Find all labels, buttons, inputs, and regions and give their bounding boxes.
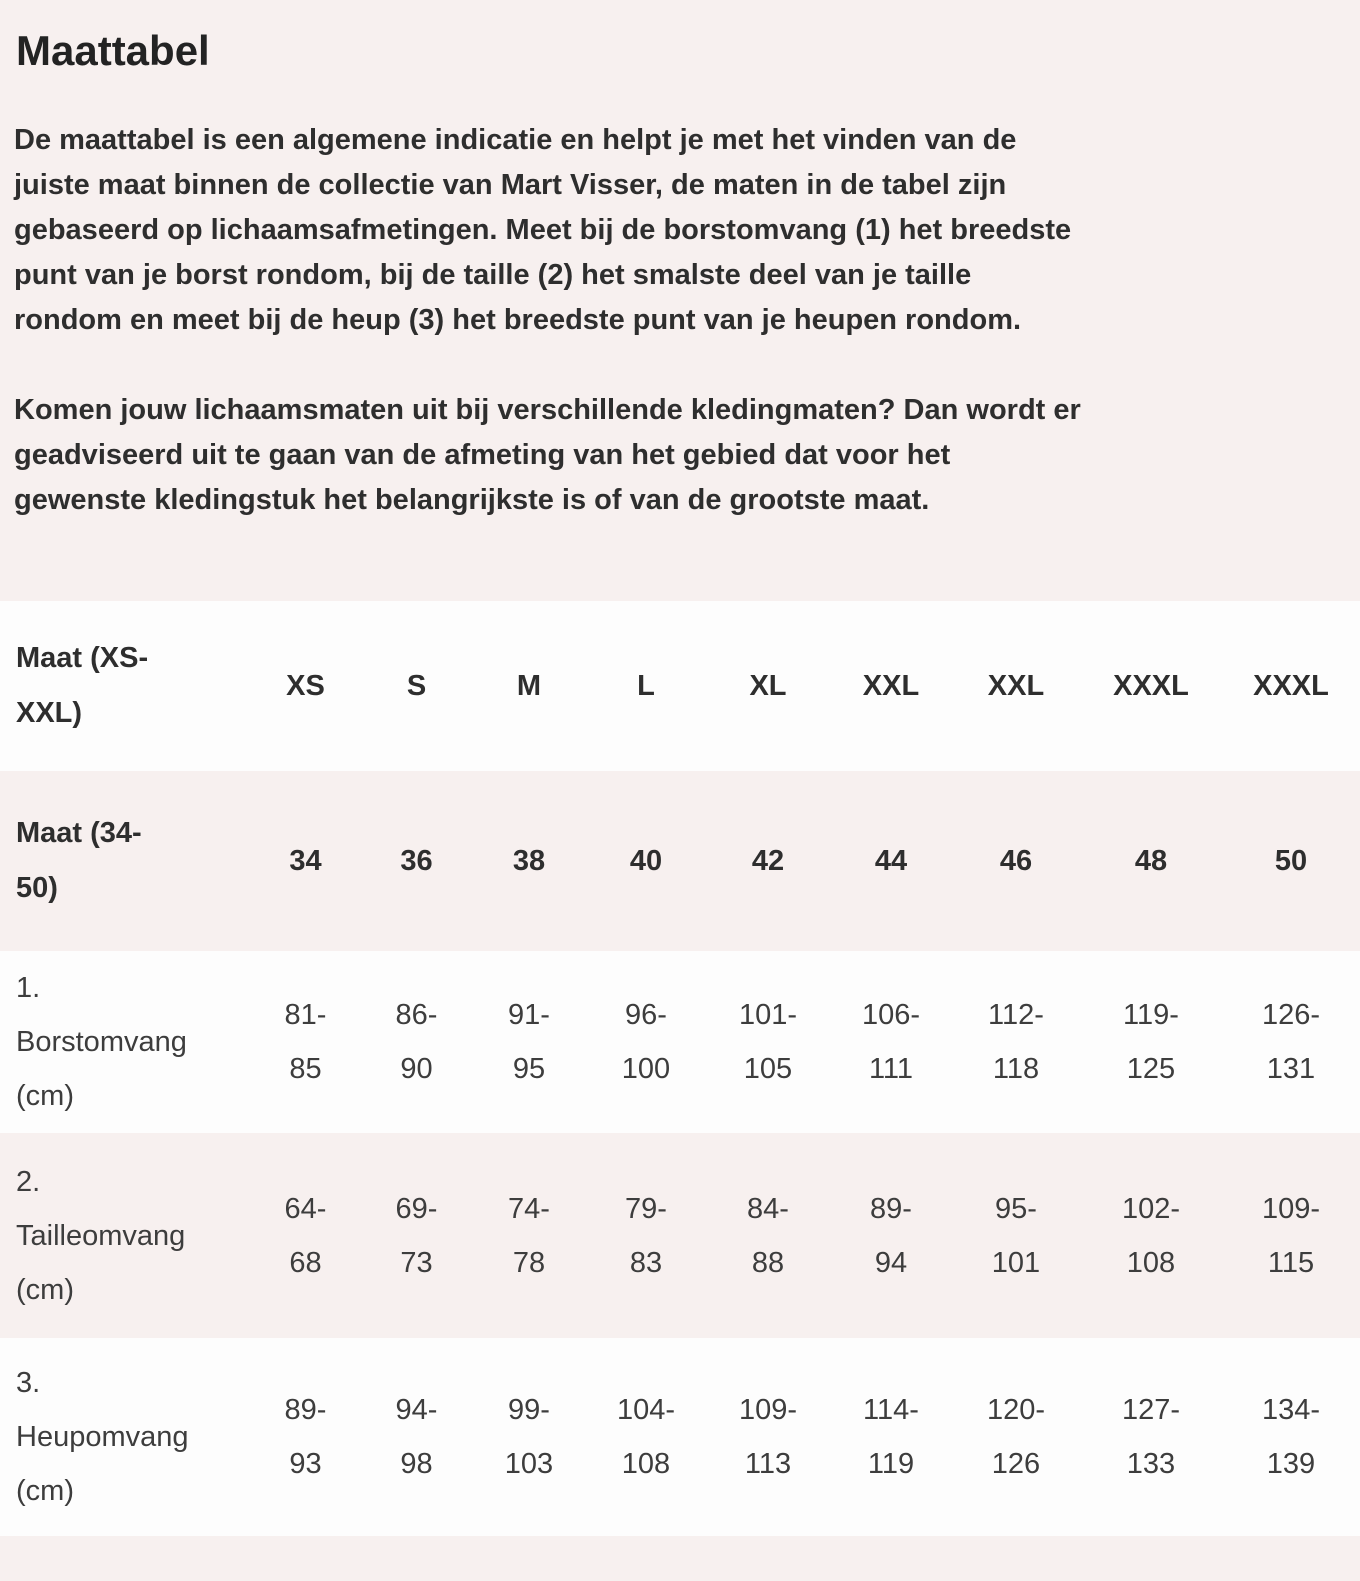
row-label-line: (cm) [16,1080,74,1112]
size-letter-cell: XS [286,669,325,702]
table-row-hip [0,1338,1360,1536]
row-label-hip [0,1338,250,1536]
row-label-size-numbers [0,771,250,951]
row-label-chest [0,951,250,1133]
table-row-size-numbers [0,771,1360,951]
intro-line: De maattabel is een algemene indicatie en helpt je met het vinden van de [14,124,1017,156]
waist-range-cell: 102- 108 [1121,1192,1181,1279]
row-label-line: 3. [16,1367,41,1399]
table-row-chest [0,951,1360,1133]
table-row-size-letters [0,601,1360,771]
size-letter-cell: XL [749,669,787,702]
size-letter-cell: S [406,669,427,702]
row-label-line: Borstomvang [16,1026,187,1058]
waist-range-cell: 79- 83 [625,1192,667,1279]
waist-range-cell: 84- 88 [747,1192,789,1279]
table-row-waist [0,1133,1360,1338]
intro-line: juiste maat binnen de collectie van Mart Visser, de maten in de tabel zijn [14,169,1007,201]
size-table [0,601,1360,1536]
waist-range-cell: 95- 101 [991,1192,1041,1279]
advice-paragraph [14,388,1346,523]
size-number-cell: 48 [1134,844,1168,877]
chest-range-cell: 126- 131 [1261,999,1321,1085]
size-letter-cell: XXXL [1113,669,1189,702]
row-label-line: 1. [16,972,41,1004]
waist-range-cell: 64- 68 [284,1192,327,1279]
advice-line: Komen jouw lichaamsmaten uit bij verschillende kledingmaten? Dan wordt er [14,394,1081,426]
size-letter-cell: XXL [987,669,1045,702]
intro-line: rondom en meet bij de heup (3) het breedste punt van je heupen rondom. [14,304,1022,336]
chest-range-cell: 91- 95 [508,999,550,1085]
chest-range-cell: 96- 100 [621,999,671,1085]
hip-range-cell: 94- 98 [395,1394,438,1480]
size-number-cell: 46 [999,844,1033,877]
intro-line: gebaseerd op lichaamsafmetingen. Meet bij de borstomvang (1) het breedste [14,214,1072,246]
row-label-line: Heupomvang [16,1421,189,1453]
size-number-cell: 40 [629,844,663,877]
size-number-cell: 34 [289,844,322,877]
row-label-line: (cm) [16,1475,74,1507]
hip-range-cell: 109- 113 [738,1394,798,1480]
size-guide-page [0,26,1360,1581]
intro-line: punt van je borst rondom, bij de taille (2) het smalste deel van je taille [14,259,972,291]
advice-line: geadviseerd uit te gaan van de afmeting van het gebied dat voor het [14,439,951,471]
row-label-size-letters [0,601,250,771]
size-letter-cell: XXXL [1253,669,1329,702]
chest-range-cell: 112- 118 [988,999,1044,1085]
hip-range-cell: 127- 133 [1121,1394,1181,1480]
size-number-cell: 42 [751,844,785,877]
row-label-line: Tailleomvang [16,1219,186,1252]
hip-range-cell: 134- 139 [1261,1394,1321,1480]
size-letter-cell: XXL [862,669,920,702]
chest-range-cell: 101- 105 [738,999,798,1085]
size-number-cell: 44 [874,844,908,877]
chest-range-cell: 81- 85 [284,999,327,1085]
size-number-cell: 36 [400,844,433,877]
waist-range-cell: 89- 94 [870,1192,912,1279]
page-title: Maattabel [16,27,210,74]
row-label-waist [0,1133,250,1338]
size-number-cell: 50 [1274,844,1308,877]
hip-range-cell: 114- 119 [863,1394,919,1480]
size-number-cell: 38 [512,844,546,877]
hip-range-cell: 89- 93 [284,1394,327,1480]
hip-range-cell: 99- 103 [504,1394,554,1480]
row-label-line: XXL) [16,697,83,729]
advice-line: gewenste kledingstuk het belangrijkste is of van de grootste maat. [14,484,930,516]
row-label-line: Maat (34- [16,817,142,849]
hip-range-cell: 120- 126 [986,1394,1046,1480]
chest-range-cell: 119- 125 [1123,999,1179,1085]
chest-range-cell: 86- 90 [395,999,438,1085]
row-label-line: (cm) [16,1273,74,1306]
row-label-line: 50) [16,872,58,904]
size-letter-cell: M [516,669,542,702]
size-letter-cell: L [637,669,655,702]
hip-range-cell: 104- 108 [616,1394,676,1480]
chest-range-cell: 106- 111 [861,999,921,1085]
intro-paragraph [14,118,1346,343]
waist-range-cell: 74- 78 [508,1192,550,1279]
row-label-line: Maat (XS- [16,642,149,674]
row-label-line: 2. [16,1165,41,1198]
waist-range-cell: 69- 73 [395,1192,438,1279]
waist-range-cell: 109- 115 [1261,1192,1321,1279]
